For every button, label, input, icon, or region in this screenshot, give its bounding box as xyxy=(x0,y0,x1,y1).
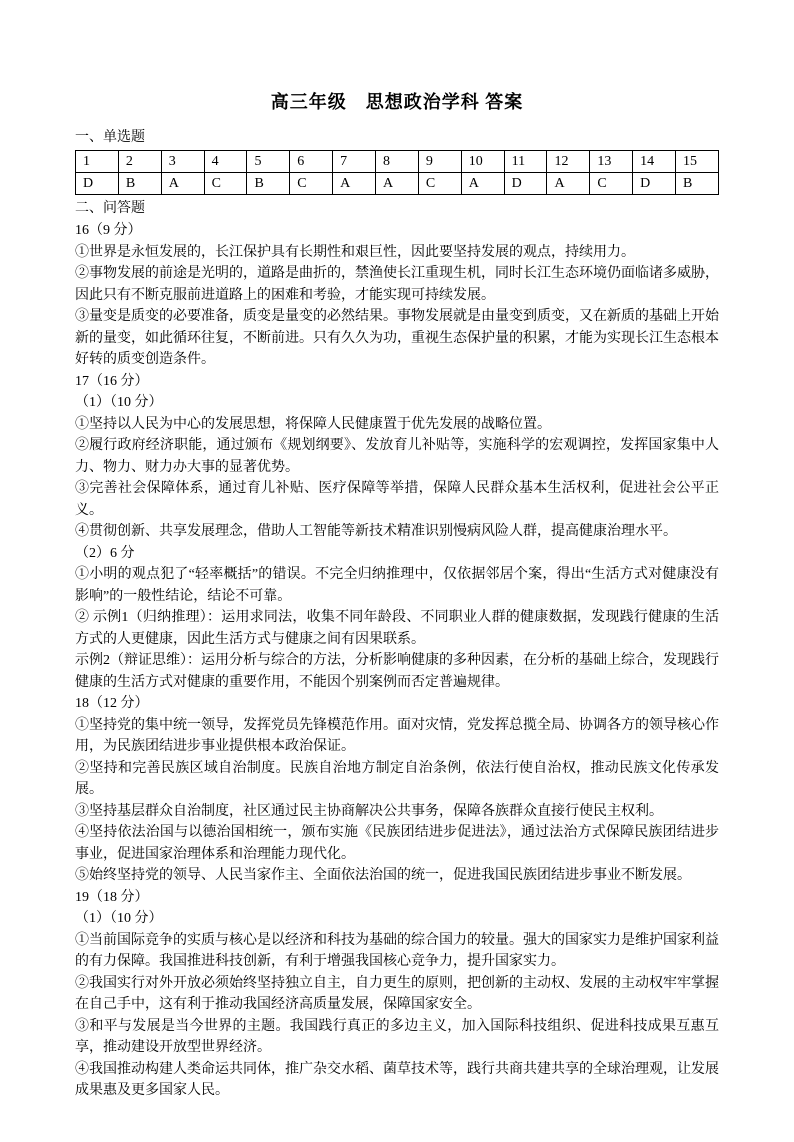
answer-letter-cell: D xyxy=(633,173,676,195)
question-number-cell: 14 xyxy=(633,151,676,173)
answer-paragraph: ⑤始终坚持党的领导、人民当家作主、全面依法治国的统一，促进我国民族团结进步事业不断发展。 xyxy=(75,868,691,883)
answer-paragraph: ② 示例1（归纳推理）：运用求同法，收集不同年龄段、不同职业人群的健康数据，发现践行健康的生活方式的人更健康，因此生活方式与健康之间有因果联系。 xyxy=(75,610,719,647)
answer-letter-cell: C xyxy=(590,173,633,195)
answer-paragraph: ②履行政府经济职能，通过颁布《规划纲要》、发放育儿补贴等，实施科学的宏观调控，发挥国家集中人力、物力、财力办大事的显著优势。 xyxy=(75,438,719,475)
answer-paragraphs xyxy=(75,220,719,1102)
answer-paragraph: 19（18 分） xyxy=(75,889,149,905)
answer-paragraph: ②我国实行对外开放必须始终坚持独立自主，自力更生的原则，把创新的主动权、发展的主动权牢牢掌握在自己手中，这有利于推动我国经济高质量发展，保障国家安全。 xyxy=(75,975,719,1012)
answer-paragraph: ①坚持党的集中统一领导，发挥党员先锋模范作用。面对灾情，党发挥总揽全局、协调各方的领导核心作用，为民族团结进步事业提供根本政治保证。 xyxy=(75,717,719,754)
answer-paragraph: ①坚持以人民为中心的发展思想，将保障人民健康置于优先发展的战略位置。 xyxy=(75,416,551,432)
answer-paragraph: ③完善社会保障体系，通过育儿补贴、医疗保障等举措，保障人民群众基本生活权利，促进社会公平正义。 xyxy=(75,481,719,518)
answer-paragraph: ③和平与发展是当今世界的主题。我国践行真正的多边主义，加入国际科技组织、促进科技成果互惠互享，推动建设开放型世界经济。 xyxy=(75,1018,719,1055)
question-number-cell: 13 xyxy=(590,151,633,173)
answers-table xyxy=(75,150,719,195)
answer-paragraph: （2）6 分 xyxy=(75,545,135,561)
question-number-row xyxy=(76,151,719,173)
answer-paragraph: ②坚持和完善民族区域自治制度。民族自治地方制定自治条例，依法行使自治权，推动民族文化传承发展。 xyxy=(75,760,719,797)
question-number-cell: 5 xyxy=(247,151,290,173)
answer-letter-cell: C xyxy=(290,173,333,195)
question-number-cell: 12 xyxy=(547,151,590,173)
answer-letter-cell: B xyxy=(118,173,161,195)
question-number-cell: 9 xyxy=(418,151,461,173)
question-number-cell: 4 xyxy=(204,151,247,173)
answer-paragraph: ③量变是质变的必要准备，质变是量变的必然结果。事物发展就是由量变到质变，又在新质的基础上开始新的量变，如此循环往复，不断前进。只有久久为功，重视生态保护量的积累，才能为实现长江生态根本好转的质变创造条件。 xyxy=(75,309,719,367)
answer-paragraph: 18（12 分） xyxy=(75,696,149,711)
question-number-cell: 8 xyxy=(376,151,419,173)
question-number-cell: 6 xyxy=(290,151,333,173)
answer-paragraph: 17（16 分） xyxy=(75,373,149,389)
question-number-cell: 1 xyxy=(76,151,119,173)
section1-label: 一、单选题 xyxy=(75,130,145,145)
section2-label: 二、问答题 xyxy=(75,201,145,216)
answer-letter-cell: B xyxy=(676,173,719,195)
answer-letter-cell: D xyxy=(76,173,119,195)
answer-paragraph: ④坚持依法治国与以德治国相统一，颁布实施《民族团结进步促进法》，通过法治方式保障民族团结进步事业，促进国家治理体系和治理能力现代化。 xyxy=(75,825,719,862)
answer-paragraph: （1）（10 分） xyxy=(75,911,163,926)
question-number-cell: 2 xyxy=(118,151,161,173)
answer-paragraph: ①世界是永恒发展的，长江保护具有长期性和艰巨性，因此要坚持发展的观点，持续用力。 xyxy=(75,244,635,260)
answer-paragraph: 16（9 分） xyxy=(75,223,142,238)
answer-letter-cell: A xyxy=(161,173,204,195)
answer-paragraph: ①当前国际竞争的实质与核心是以经济和科技为基础的综合国力的较量。强大的国家实力是维护国家利益的有力保障。我国推进科技创新，有利于增强我国核心竞争力，提升国家实力。 xyxy=(75,932,719,969)
answer-paragraph: ④我国推动构建人类命运共同体，推广杂交水稻、菌草技术等，践行共商共建共享的全球治理观，让发展成果惠及更多国家人民。 xyxy=(75,1061,719,1098)
answer-letter-row xyxy=(76,173,719,195)
answer-letter-cell: A xyxy=(333,173,376,195)
question-number-cell: 11 xyxy=(504,151,547,173)
answer-paragraph: 示例2（辩证思维）：运用分析与综合的方法，分析影响健康的多种因素，在分析的基础上综合，发现践行健康的生活方式对健康的重要作用，不能因个别案例而否定普遍规律。 xyxy=(75,653,719,690)
answer-letter-cell: C xyxy=(418,173,461,195)
answer-paragraph: ③坚持基层群众自治制度，社区通过民主协商解决公共事务，保障各族群众直接行使民主权利。 xyxy=(75,803,663,819)
question-number-cell: 3 xyxy=(161,151,204,173)
answer-letter-cell: A xyxy=(461,173,504,195)
answer-letter-cell: C xyxy=(204,173,247,195)
answer-letter-cell: B xyxy=(247,173,290,195)
answer-paragraph: ①小明的观点犯了“轻率概括”的错误。不完全归纳推理中，仅依据邻居个案，得出“生活方式对健康没有影响”的一般性结论，结论不可靠。 xyxy=(75,567,719,604)
answer-letter-cell: D xyxy=(504,173,547,195)
answer-paragraph: （1）（10 分） xyxy=(75,395,163,410)
answer-paragraph: ④贯彻创新、共享发展理念，借助人工智能等新技术精准识别慢病风险人群，提高健康治理水平。 xyxy=(75,524,677,539)
answer-paragraph: ②事物发展的前途是光明的，道路是曲折的，禁渔使长江重现生机，同时长江生态环境仍面临诸多威胁，因此只有不断克服前进道路上的困难和考验，才能实现可持续发展。 xyxy=(75,266,719,303)
answer-letter-cell: A xyxy=(376,173,419,195)
question-number-cell: 7 xyxy=(333,151,376,173)
question-number-cell: 15 xyxy=(676,151,719,173)
document-title: 高三年级 思想政治学科 答案 xyxy=(270,92,524,112)
answer-letter-cell: A xyxy=(547,173,590,195)
question-number-cell: 10 xyxy=(461,151,504,173)
